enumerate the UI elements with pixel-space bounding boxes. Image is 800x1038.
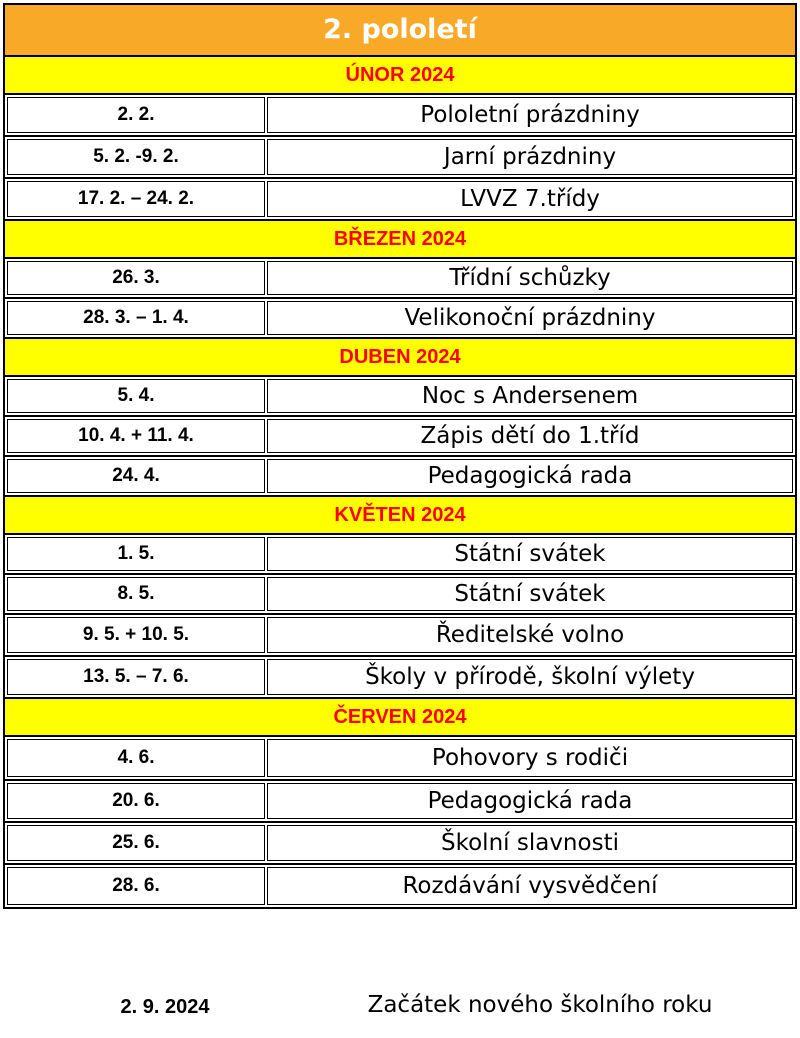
footer-date: 2. 9. 2024 <box>120 996 210 1018</box>
event-name: Jarní prázdniny <box>267 139 793 175</box>
table-row <box>5 865 795 907</box>
event-date: 5. 4. <box>7 379 265 413</box>
month-header: DUBEN 2024 <box>5 339 795 377</box>
event-date: 2. 2. <box>7 97 265 133</box>
event-name: Školy v přírodě, školní výlety <box>267 659 793 695</box>
month-header: KVĚTEN 2024 <box>5 497 795 535</box>
event-name: Pohovory s rodiči <box>267 739 793 777</box>
table-row <box>5 179 795 221</box>
schedule-table <box>3 3 797 909</box>
table-row <box>5 259 795 299</box>
event-date: 26. 3. <box>7 261 265 295</box>
table-row <box>5 737 795 781</box>
event-name: Třídní schůzky <box>267 261 793 295</box>
event-name: Ředitelské volno <box>267 617 793 653</box>
event-name: Velikonoční prázdniny <box>267 301 793 335</box>
table-row <box>5 95 795 137</box>
table-row <box>5 615 795 657</box>
event-date: 17. 2. – 24. 2. <box>7 181 265 217</box>
event-name: Pololetní prázdniny <box>267 97 793 133</box>
month-header: ÚNOR 2024 <box>5 57 795 95</box>
footer-event: Začátek nového školního roku <box>367 992 713 1018</box>
semester-title: 2. pololetí <box>5 5 795 57</box>
event-date: 10. 4. + 11. 4. <box>7 419 265 453</box>
event-name: Pedagogická rada <box>267 783 793 819</box>
event-date: 4. 6. <box>7 739 265 777</box>
month-header: BŘEZEN 2024 <box>5 221 795 259</box>
event-date: 28. 6. <box>7 867 265 905</box>
months-container <box>5 57 795 907</box>
table-row <box>5 417 795 457</box>
event-name: Státní svátek <box>267 537 793 571</box>
month-header: ČERVEN 2024 <box>5 699 795 737</box>
event-date: 25. 6. <box>7 825 265 861</box>
event-name: Rozdávání vysvědčení <box>267 867 793 905</box>
event-date: 24. 4. <box>7 459 265 493</box>
event-date: 8. 5. <box>7 577 265 611</box>
event-name: LVVZ 7.třídy <box>267 181 793 217</box>
event-name: Zápis dětí do 1.tříd <box>267 419 793 453</box>
event-date: 5. 2. -9. 2. <box>7 139 265 175</box>
table-row <box>5 657 795 699</box>
event-date: 9. 5. + 10. 5. <box>7 617 265 653</box>
event-date: 20. 6. <box>7 783 265 819</box>
table-row <box>5 377 795 417</box>
table-row <box>5 457 795 497</box>
event-date: 28. 3. – 1. 4. <box>7 301 265 335</box>
event-date: 1. 5. <box>7 537 265 571</box>
event-name: Školní slavnosti <box>267 825 793 861</box>
table-row <box>5 781 795 823</box>
event-date: 13. 5. – 7. 6. <box>7 659 265 695</box>
event-name: Státní svátek <box>267 577 793 611</box>
table-row <box>5 823 795 865</box>
event-name: Pedagogická rada <box>267 459 793 493</box>
footer-note <box>0 990 800 1030</box>
table-row <box>5 535 795 575</box>
table-row <box>5 299 795 339</box>
table-row <box>5 137 795 179</box>
event-name: Noc s Andersenem <box>267 379 793 413</box>
table-row <box>5 575 795 615</box>
